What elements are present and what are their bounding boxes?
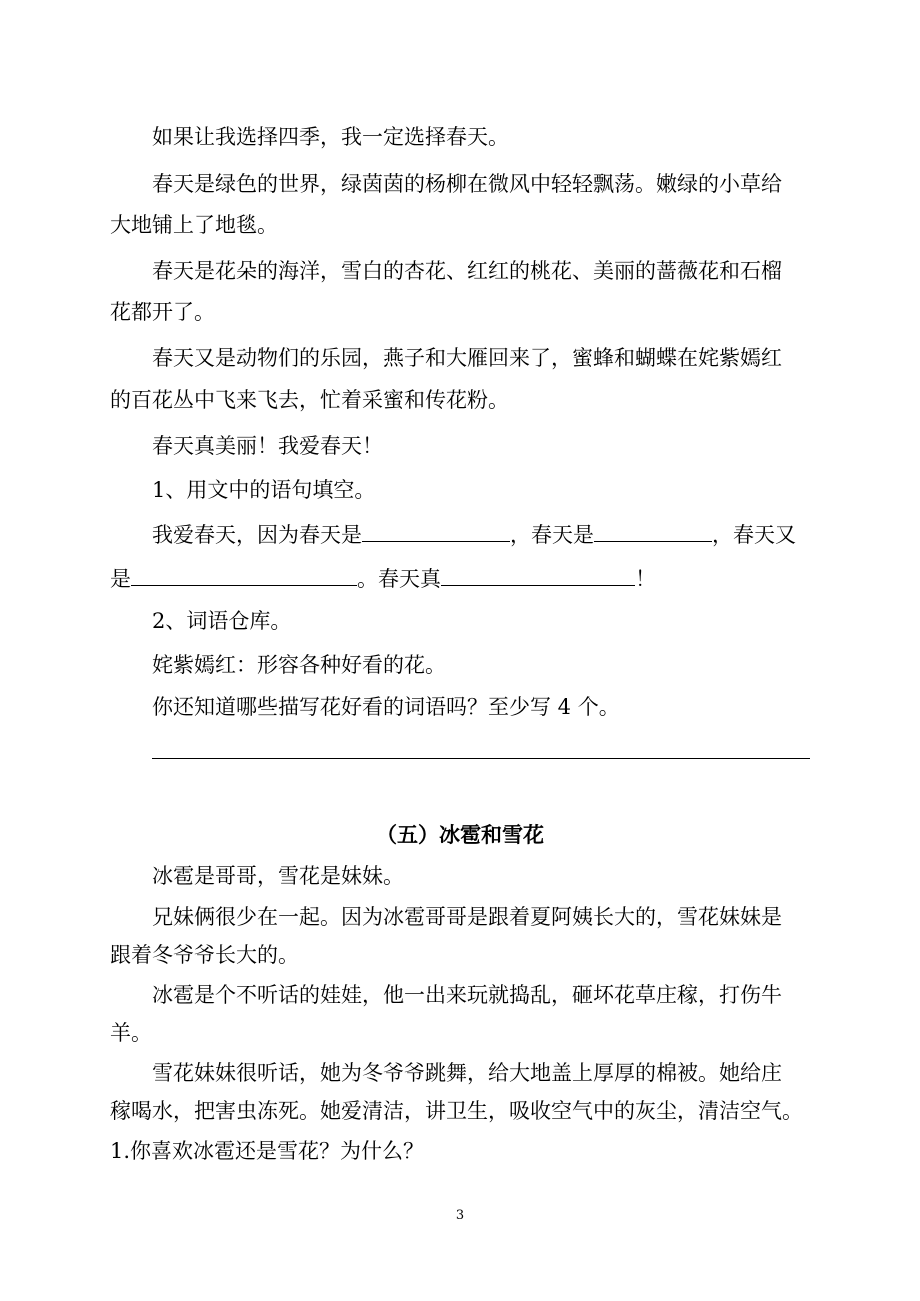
question-2-title: 2、词语仓库。 — [152, 609, 292, 633]
fill-text: ，春天又 — [712, 523, 796, 547]
paragraph-1: 如果让我选择四季，我一定选择春天。 — [152, 125, 509, 149]
paragraph-2-line-1: 春天是绿色的世界，绿茵茵的杨柳在微风中轻轻飘荡。嫩绿的小草给 — [152, 172, 782, 196]
fill-blank[interactable] — [131, 563, 357, 586]
s2-paragraph-4-line-2: 稼喝水，把害虫冻死。她爱清洁，讲卫生，吸收空气中的灰尘，清洁空气。 — [110, 1099, 803, 1123]
question-1-fill-line-1 — [152, 519, 796, 549]
fill-text: 是 — [110, 567, 131, 591]
paragraph-4-line-2: 的百花丛中飞来飞去，忙着采蜜和传花粉。 — [110, 388, 509, 412]
fill-text: 。春天真 — [357, 567, 441, 591]
section-title — [0, 821, 920, 849]
paragraph-4-line-1: 春天又是动物们的乐园，燕子和大雁回来了，蜜蜂和蝴蝶在姹紫嫣红 — [152, 346, 782, 370]
page-number: 3 — [455, 1208, 465, 1223]
paragraph-2-line-2: 大地铺上了地毯。 — [110, 213, 278, 237]
answer-line[interactable] — [152, 758, 810, 759]
fill-text: ，春天是 — [510, 523, 594, 547]
fill-blank[interactable] — [362, 519, 510, 542]
fill-blank[interactable] — [594, 519, 712, 542]
paragraph-3-line-1: 春天是花朵的海洋，雪白的杏花、红红的桃花、美丽的蔷薇花和石榴 — [152, 259, 782, 283]
s2-paragraph-2-line-1: 兄妹俩很少在一起。因为冰雹哥哥是跟着夏阿姨长大的，雪花妹妹是 — [152, 905, 782, 929]
s2-paragraph-2-line-2: 跟着冬爷爷长大的。 — [110, 943, 299, 967]
s2-paragraph-4-line-1: 雪花妹妹很听话，她为冬爷爷跳舞，给大地盖上厚厚的棉被。她给庄 — [152, 1061, 782, 1085]
s2-paragraph-3-line-2: 羊。 — [110, 1021, 152, 1045]
s2-paragraph-3-line-1: 冰雹是个不听话的娃娃，他一出来玩就捣乱，砸坏花草庄稼，打伤牛 — [152, 983, 782, 1007]
paragraph-5: 春天真美丽！我爱春天！ — [152, 434, 383, 458]
question-1-fill-line-2 — [110, 563, 656, 593]
question-2-ask: 你还知道哪些描写花好看的词语吗？至少写 4 个。 — [152, 695, 620, 719]
s2-paragraph-1: 冰雹是哥哥，雪花是妹妹。 — [152, 864, 404, 888]
section-title-number: （五） — [376, 822, 439, 847]
section-title-text: 冰雹和雪花 — [439, 823, 544, 847]
question-2-definition: 姹紫嫣红：形容各种好看的花。 — [152, 653, 446, 677]
fill-text: 我爱春天，因为春天是 — [152, 523, 362, 547]
fill-blank[interactable] — [441, 563, 635, 586]
question-1-title: 1、用文中的语句填空。 — [152, 478, 376, 502]
s2-question-1: 1.你喜欢冰雹还是雪花？为什么？ — [110, 1139, 425, 1163]
paragraph-3-line-2: 花都开了。 — [110, 300, 215, 324]
fill-text: ！ — [635, 567, 656, 591]
